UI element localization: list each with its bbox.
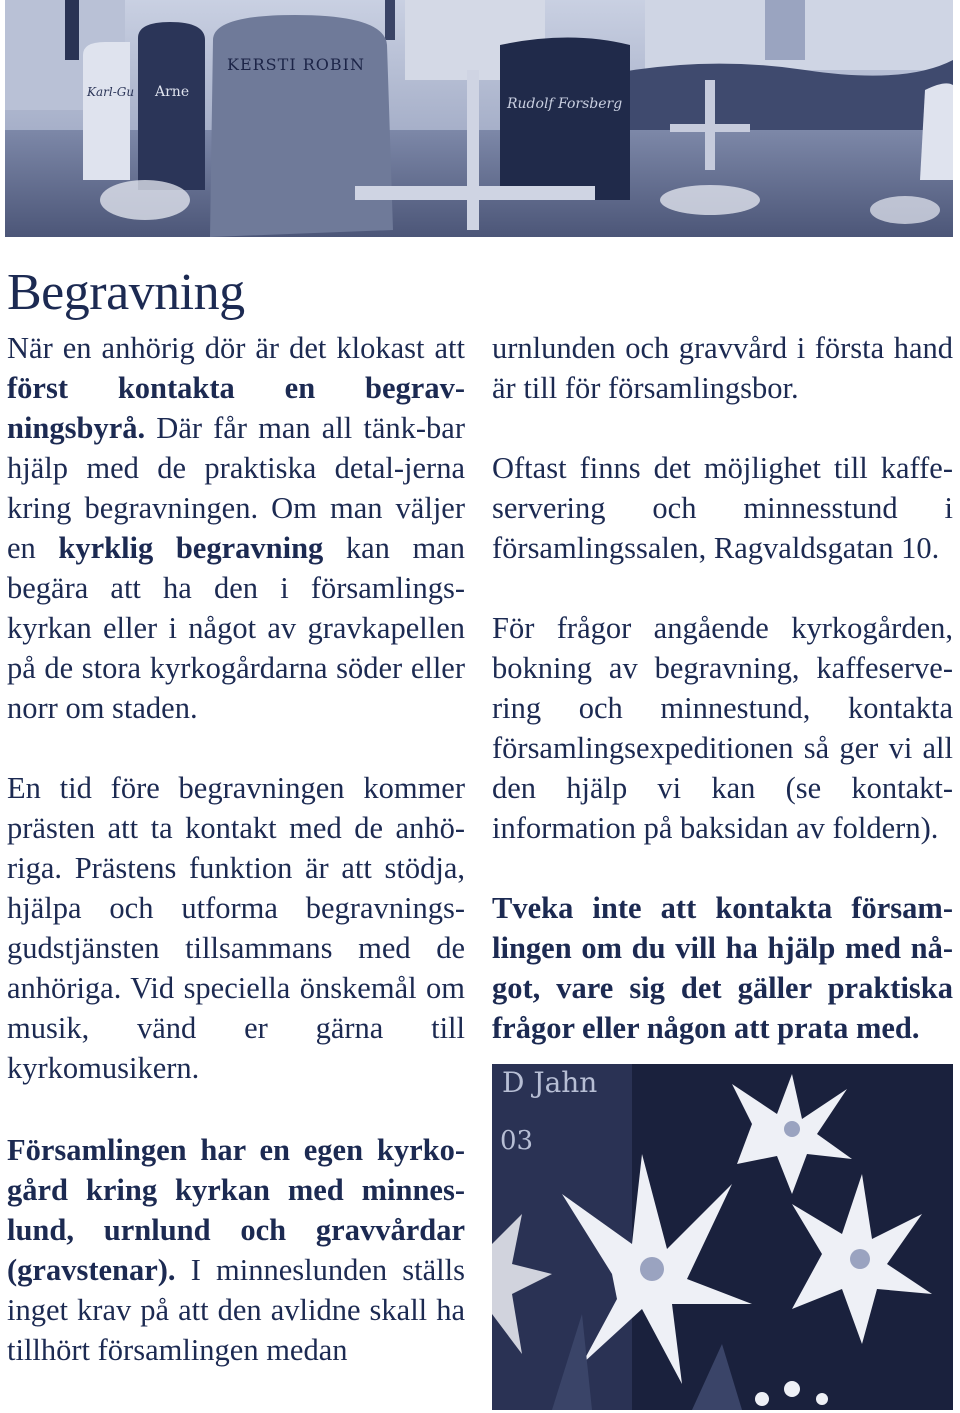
text-run: Där får man all tänk-bar hjälp med de praktiska detal-jerna kring begravningen. Om man väljer en [7,411,465,565]
headstone-inscription: Arne [155,84,190,100]
cemetery-photo [5,0,953,237]
right-column [492,328,953,1048]
text-run: kan man begära att ha den i församlings-kyrkan eller i något av gravkapellen på de stora kyrkogårdarna söder eller norr om staden. [7,531,465,725]
paragraph-bold [492,888,953,1048]
paragraph: urnlunden och gravvård i första hand är till för församlingsbor. [492,331,953,405]
cemetery-illustration [5,0,953,237]
paragraph [7,328,465,728]
stone-inscription: D Jahn [502,1066,598,1099]
paragraph: Oftast finns det möjlighet till kaffe-servering och minnesstund i församlingssalen, Ragvaldsgatan 10. [492,451,953,565]
left-column [7,328,465,1088]
text-run: I minneslunden ställs inget krav på att den avlidne skall ha tillhört församlingen medan [7,1253,465,1367]
lilies-photo [492,1064,953,1410]
bold-text: kyrklig begravning [58,531,324,565]
headstone-inscription: Rudolf Forsberg [507,96,623,112]
paragraph [7,1130,465,1370]
stone-inscription: 03 [500,1126,534,1156]
paragraph: En tid före begravningen kommer prästen att ta kontakt med de anhö-riga. Prästens funktion är att stödja, hjälpa och utforma begravnings-gudstjänsten tillsammans med de anhöriga. Vid speciella önskemål om musik, vänd er gärna till kyrkomusikern. [7,771,465,1085]
bold-text: Församlingen har en egen kyrko-gård kring kyrkan med minnes-lund, urnlund och gravvårdar (gravstenar). [7,1133,465,1287]
bold-text: Tveka inte att kontakta försam-lingen om du vill ha hjälp med nå-got, vare sig det gäller praktiska frågor eller någon att prata med. [492,891,953,1045]
paragraph: För frågor angående kyrkogården, bokning av begravning, kaffeserve-ring och minnestund, kontakta församlingsexpeditionen så ger vi all den hjälp vi kan (se kontakt-information på baksidan av foldern). [492,611,953,845]
bold-text: först kontakta en begrav-ningsbyrå. [7,371,465,445]
text-run: När en anhörig dör är det klokast att [7,331,465,365]
headstone-inscription: KERSTI ROBIN [227,55,365,74]
left-column-bottom [7,1130,465,1370]
lilies-illustration [492,1064,953,1410]
page-title: Begravning [7,264,245,321]
headstone-inscription: Karl-Gu [87,85,135,99]
